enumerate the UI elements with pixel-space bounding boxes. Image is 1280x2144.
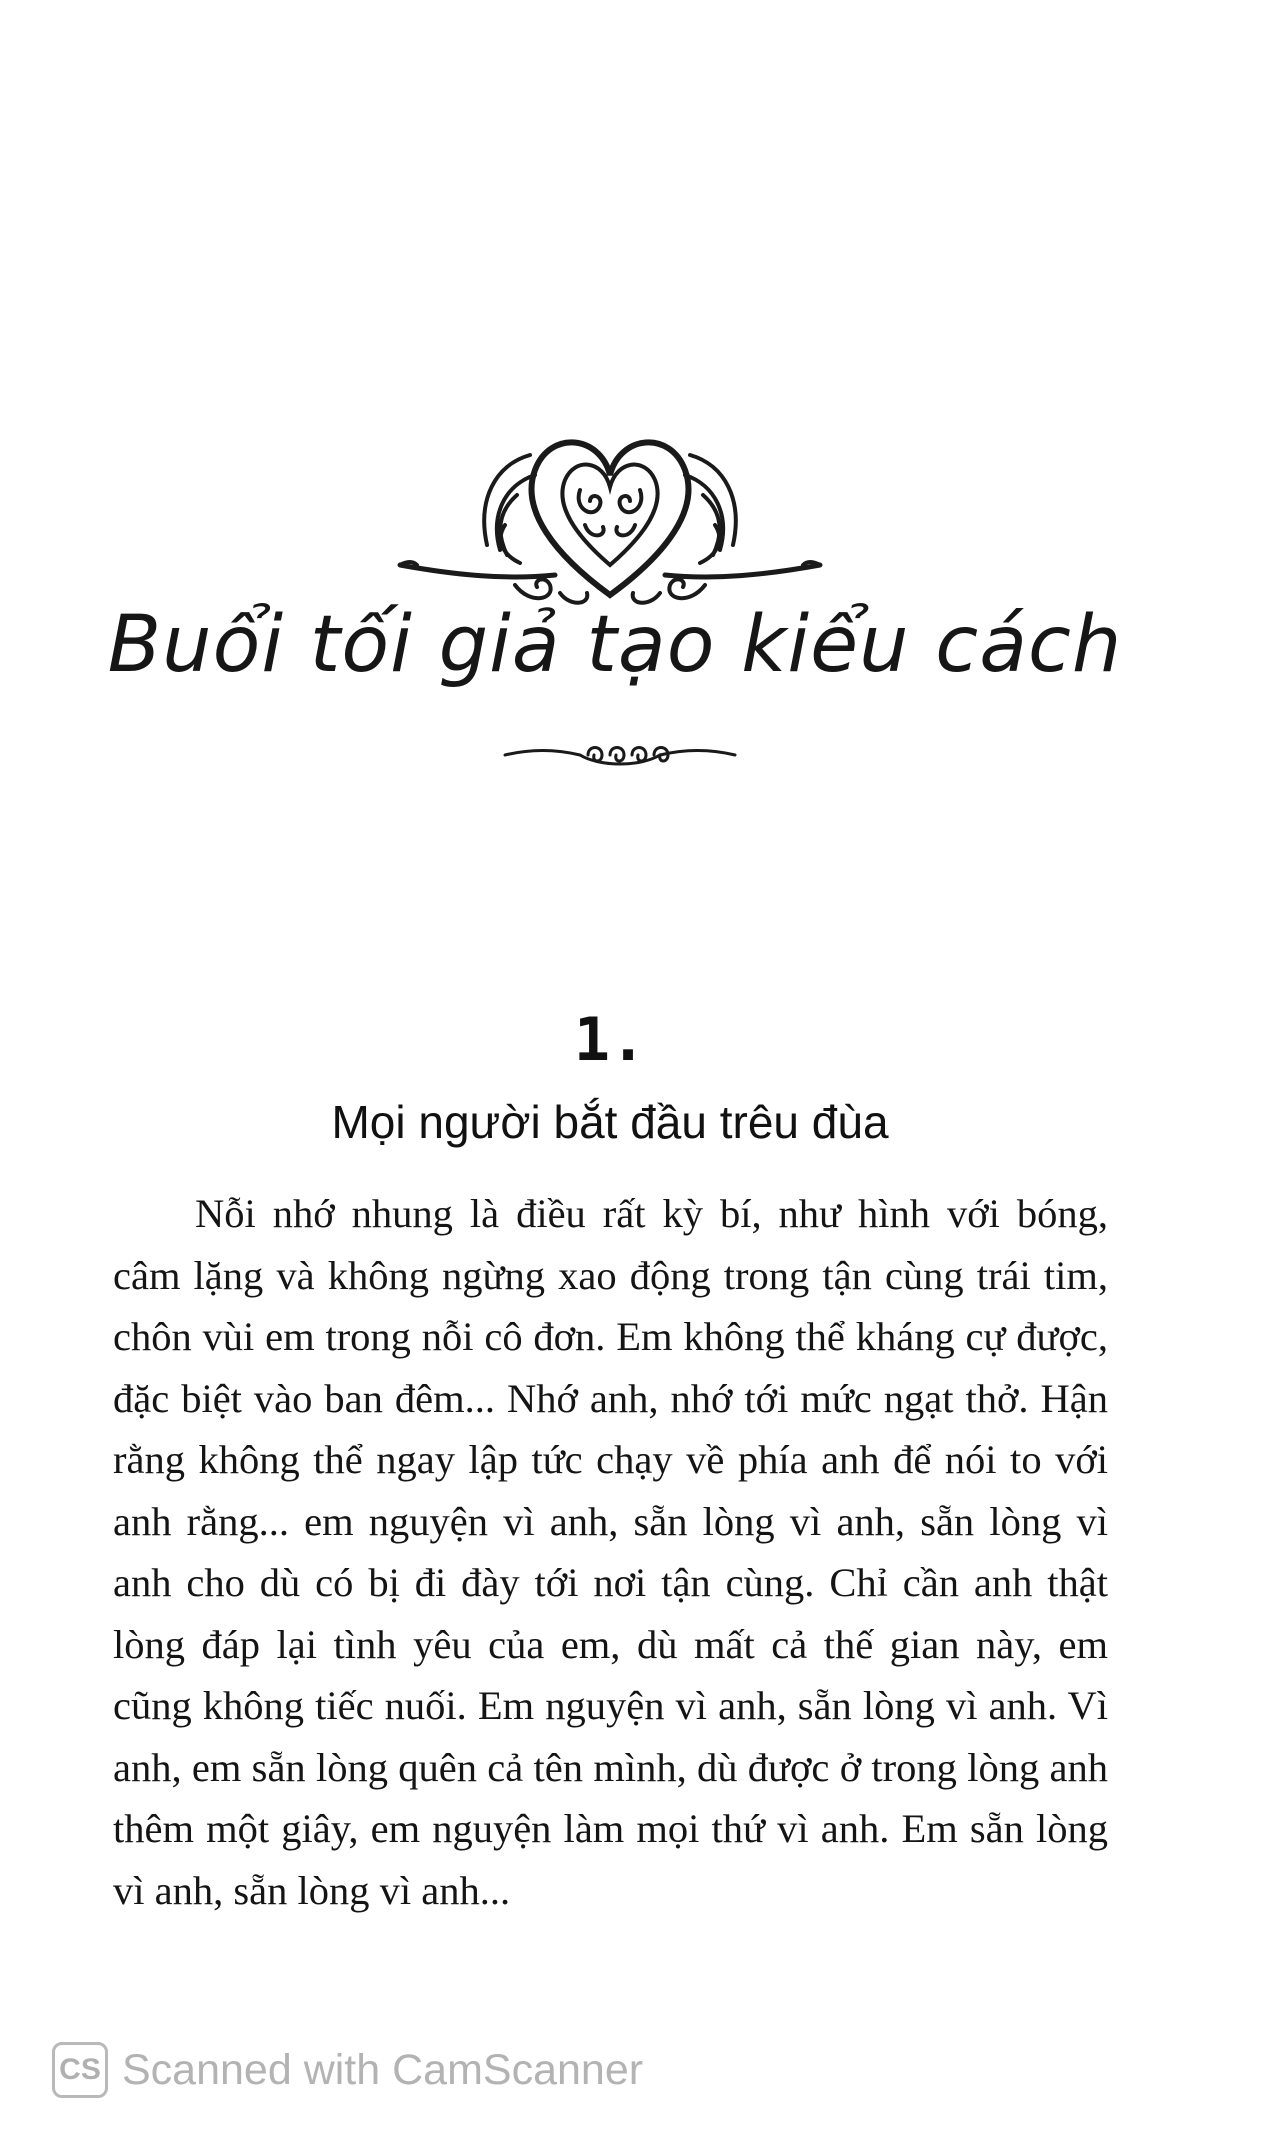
chapter-title: Buổi tối giả tạo kiểu cách (107, 600, 1123, 690)
watermark-text: Scanned with CamScanner (122, 2045, 644, 2094)
heart-scroll-ornament-icon (395, 415, 825, 615)
section-title: Mọi người bắt đầu trêu đùa (331, 1096, 889, 1148)
camscanner-watermark (52, 2040, 643, 2100)
scroll-divider-icon (500, 735, 740, 775)
body-paragraph: Nỗi nhớ nhung là điều rất kỳ bí, như hình với bóng, câm lặng và không ngừng xao động trong tận cùng trái tim, chôn vùi em trong nỗi cô đơn. Em không thể kháng cự được, đặc biệt vào ban đêm... Nhớ anh, nhớ tới mức ngạt thở. Hận rằng không thể ngay lập tức chạy về phía anh để nói to với anh rằng... em nguyện vì anh, sẵn lòng vì anh, sẵn lòng vì anh cho dù có bị đi đày tới nơi tận cùng. Chỉ cần anh thật lòng đáp lại tình yêu của em, dù mất cả thế gian này, em cũng không tiếc nuối. Em nguyện vì anh, sẵn lòng vì anh. Vì anh, em sẵn lòng quên cả tên mình, dù được ở trong lòng anh thêm một giây, em nguyện làm mọi thứ vì anh. Em sẵn lòng vì anh, sẵn lòng vì anh... (113, 1191, 1108, 1913)
section-number: 1. (573, 1005, 647, 1075)
camscanner-logo-icon: CS (52, 2042, 108, 2098)
